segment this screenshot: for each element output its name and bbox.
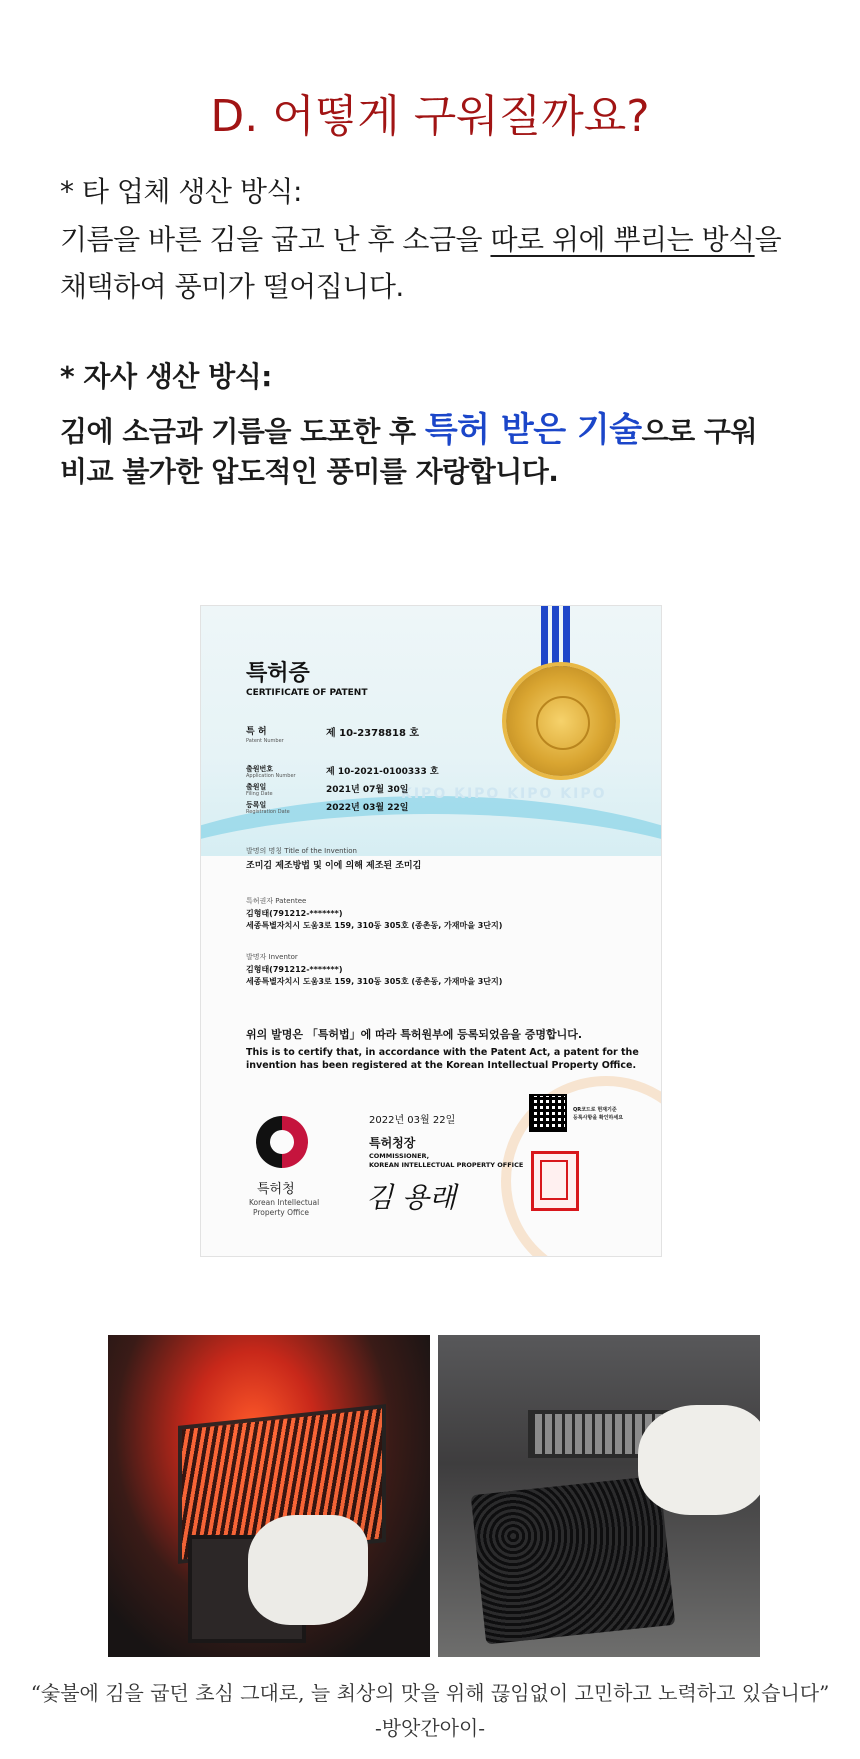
- seaweed-stack: [471, 1475, 676, 1644]
- invention-title: 조미김 제조방법 및 이에 의해 제조된 조미김: [246, 861, 422, 871]
- invention-label: 발명의 명칭 Title of the Invention: [246, 847, 357, 855]
- grilling-photo-left: [108, 1335, 430, 1657]
- issue-date: 2022년 03월 22일: [369, 1115, 456, 1126]
- office-en-2: Property Office: [253, 1208, 310, 1217]
- our-method-line1-tail: 으로 구워: [641, 415, 758, 448]
- ribbon-stripe: [541, 606, 548, 676]
- inventor-address: 세종특별자치시 도움3로 159, 310동 305호 (종촌동, 가재마을 3단지): [246, 977, 503, 986]
- office-name: 특허청: [257, 1182, 295, 1197]
- patentee-label: 특허권자 Patentee: [246, 897, 307, 905]
- our-method-line1-text: 김에 소금과 기름을 도포한 후: [60, 415, 425, 448]
- grilling-photo-right: [438, 1335, 760, 1657]
- patent-number: 제 10-2378818 호: [326, 728, 420, 739]
- other-method-line1-text: 기름을 바른 김을 굽고 난 후 소금을: [60, 223, 491, 256]
- filing-label-en: Filing Date: [246, 791, 273, 797]
- patentee-address: 세종특별자치시 도움3로 159, 310동 305호 (종촌동, 가재마을 3단지): [246, 921, 503, 930]
- section-title: D. 어떻게 구워질까요?: [210, 91, 650, 142]
- registration-label: 등록일: [246, 801, 267, 809]
- patent-highlight: 특허 받은 기술: [424, 410, 642, 450]
- red-seal-icon: [531, 1151, 579, 1211]
- certificate-title-en: CERTIFICATE OF PATENT: [246, 688, 368, 698]
- other-method-heading: * 타 업체 생산 방식:: [60, 175, 302, 208]
- patentee-name: 김형태(791212-*******): [246, 909, 343, 918]
- filing-label: 출원일: [246, 783, 267, 791]
- gloved-hand: [248, 1515, 368, 1625]
- gold-seal-icon: [506, 666, 616, 776]
- certify-statement-ko: 위의 발명은 「특허법」에 따라 특허원부에 등록되었음을 증명합니다.: [246, 1028, 583, 1041]
- patent-label: 특 허: [246, 727, 267, 737]
- certify-statement-en-2: invention has been registered at the Korean Intellectual Property Office.: [246, 1060, 637, 1071]
- patent-certificate-image: [200, 605, 662, 1257]
- certificate-watermark: KIPO KIPO KIPO KIPO: [401, 786, 607, 802]
- qr-code-icon: [531, 1096, 565, 1130]
- inventor-label: 발명자 Inventor: [246, 953, 298, 961]
- signature: 김 용래: [366, 1181, 457, 1214]
- application-number: 제 10-2021-0100333 호: [326, 767, 439, 777]
- gloved-hand: [638, 1405, 760, 1515]
- qr-note-1: QR코드로 현재기준: [573, 1107, 617, 1113]
- registration-date: 2022년 03월 22일: [326, 803, 409, 813]
- application-label: 출원번호: [246, 765, 274, 773]
- decorative-swirl: [501, 1076, 662, 1257]
- our-method-line1: [60, 402, 820, 451]
- other-method-line1: [60, 218, 820, 258]
- patent-label-en: Patent Number: [246, 738, 284, 744]
- commissioner-en-2: KOREAN INTELLECTUAL PROPERTY OFFICE: [369, 1161, 524, 1169]
- commissioner-title: 특허청장: [369, 1136, 416, 1150]
- other-method-line2: 채택하여 풍미가 떨어집니다.: [60, 270, 404, 303]
- other-method-line1-tail: 을: [754, 223, 782, 256]
- our-method-line2: 비교 불가한 압도적인 풍미를 자랑합니다.: [60, 455, 559, 488]
- qr-note-2: 등록사항을 확인하세요: [573, 1115, 624, 1121]
- filing-date: 2021년 07월 30일: [326, 785, 409, 795]
- inventor-name: 김형태(791212-*******): [246, 965, 343, 974]
- office-en-1: Korean Intellectual: [249, 1198, 320, 1207]
- other-method-underline: 따로 위에 뿌리는 방식: [490, 223, 755, 256]
- commissioner-en-1: COMMISSIONER,: [369, 1152, 430, 1160]
- certificate-title: 특허증: [246, 661, 310, 686]
- brand-signature: -방앗간아이-: [374, 1716, 486, 1740]
- brand-quote: “숯불에 김을 굽던 초심 그대로, 늘 최상의 맛을 위해 끊임없이 고민하고 노력하고 있습니다”: [30, 1681, 830, 1705]
- registration-label-en: Registration Date: [246, 809, 290, 815]
- kipo-logo-icon: [256, 1116, 308, 1168]
- certify-statement-en-1: This is to certify that, in accordance with the Patent Act, a patent for the: [246, 1047, 639, 1058]
- application-label-en: Application Number: [246, 773, 296, 779]
- our-method-heading: * 자사 생산 방식:: [60, 360, 272, 393]
